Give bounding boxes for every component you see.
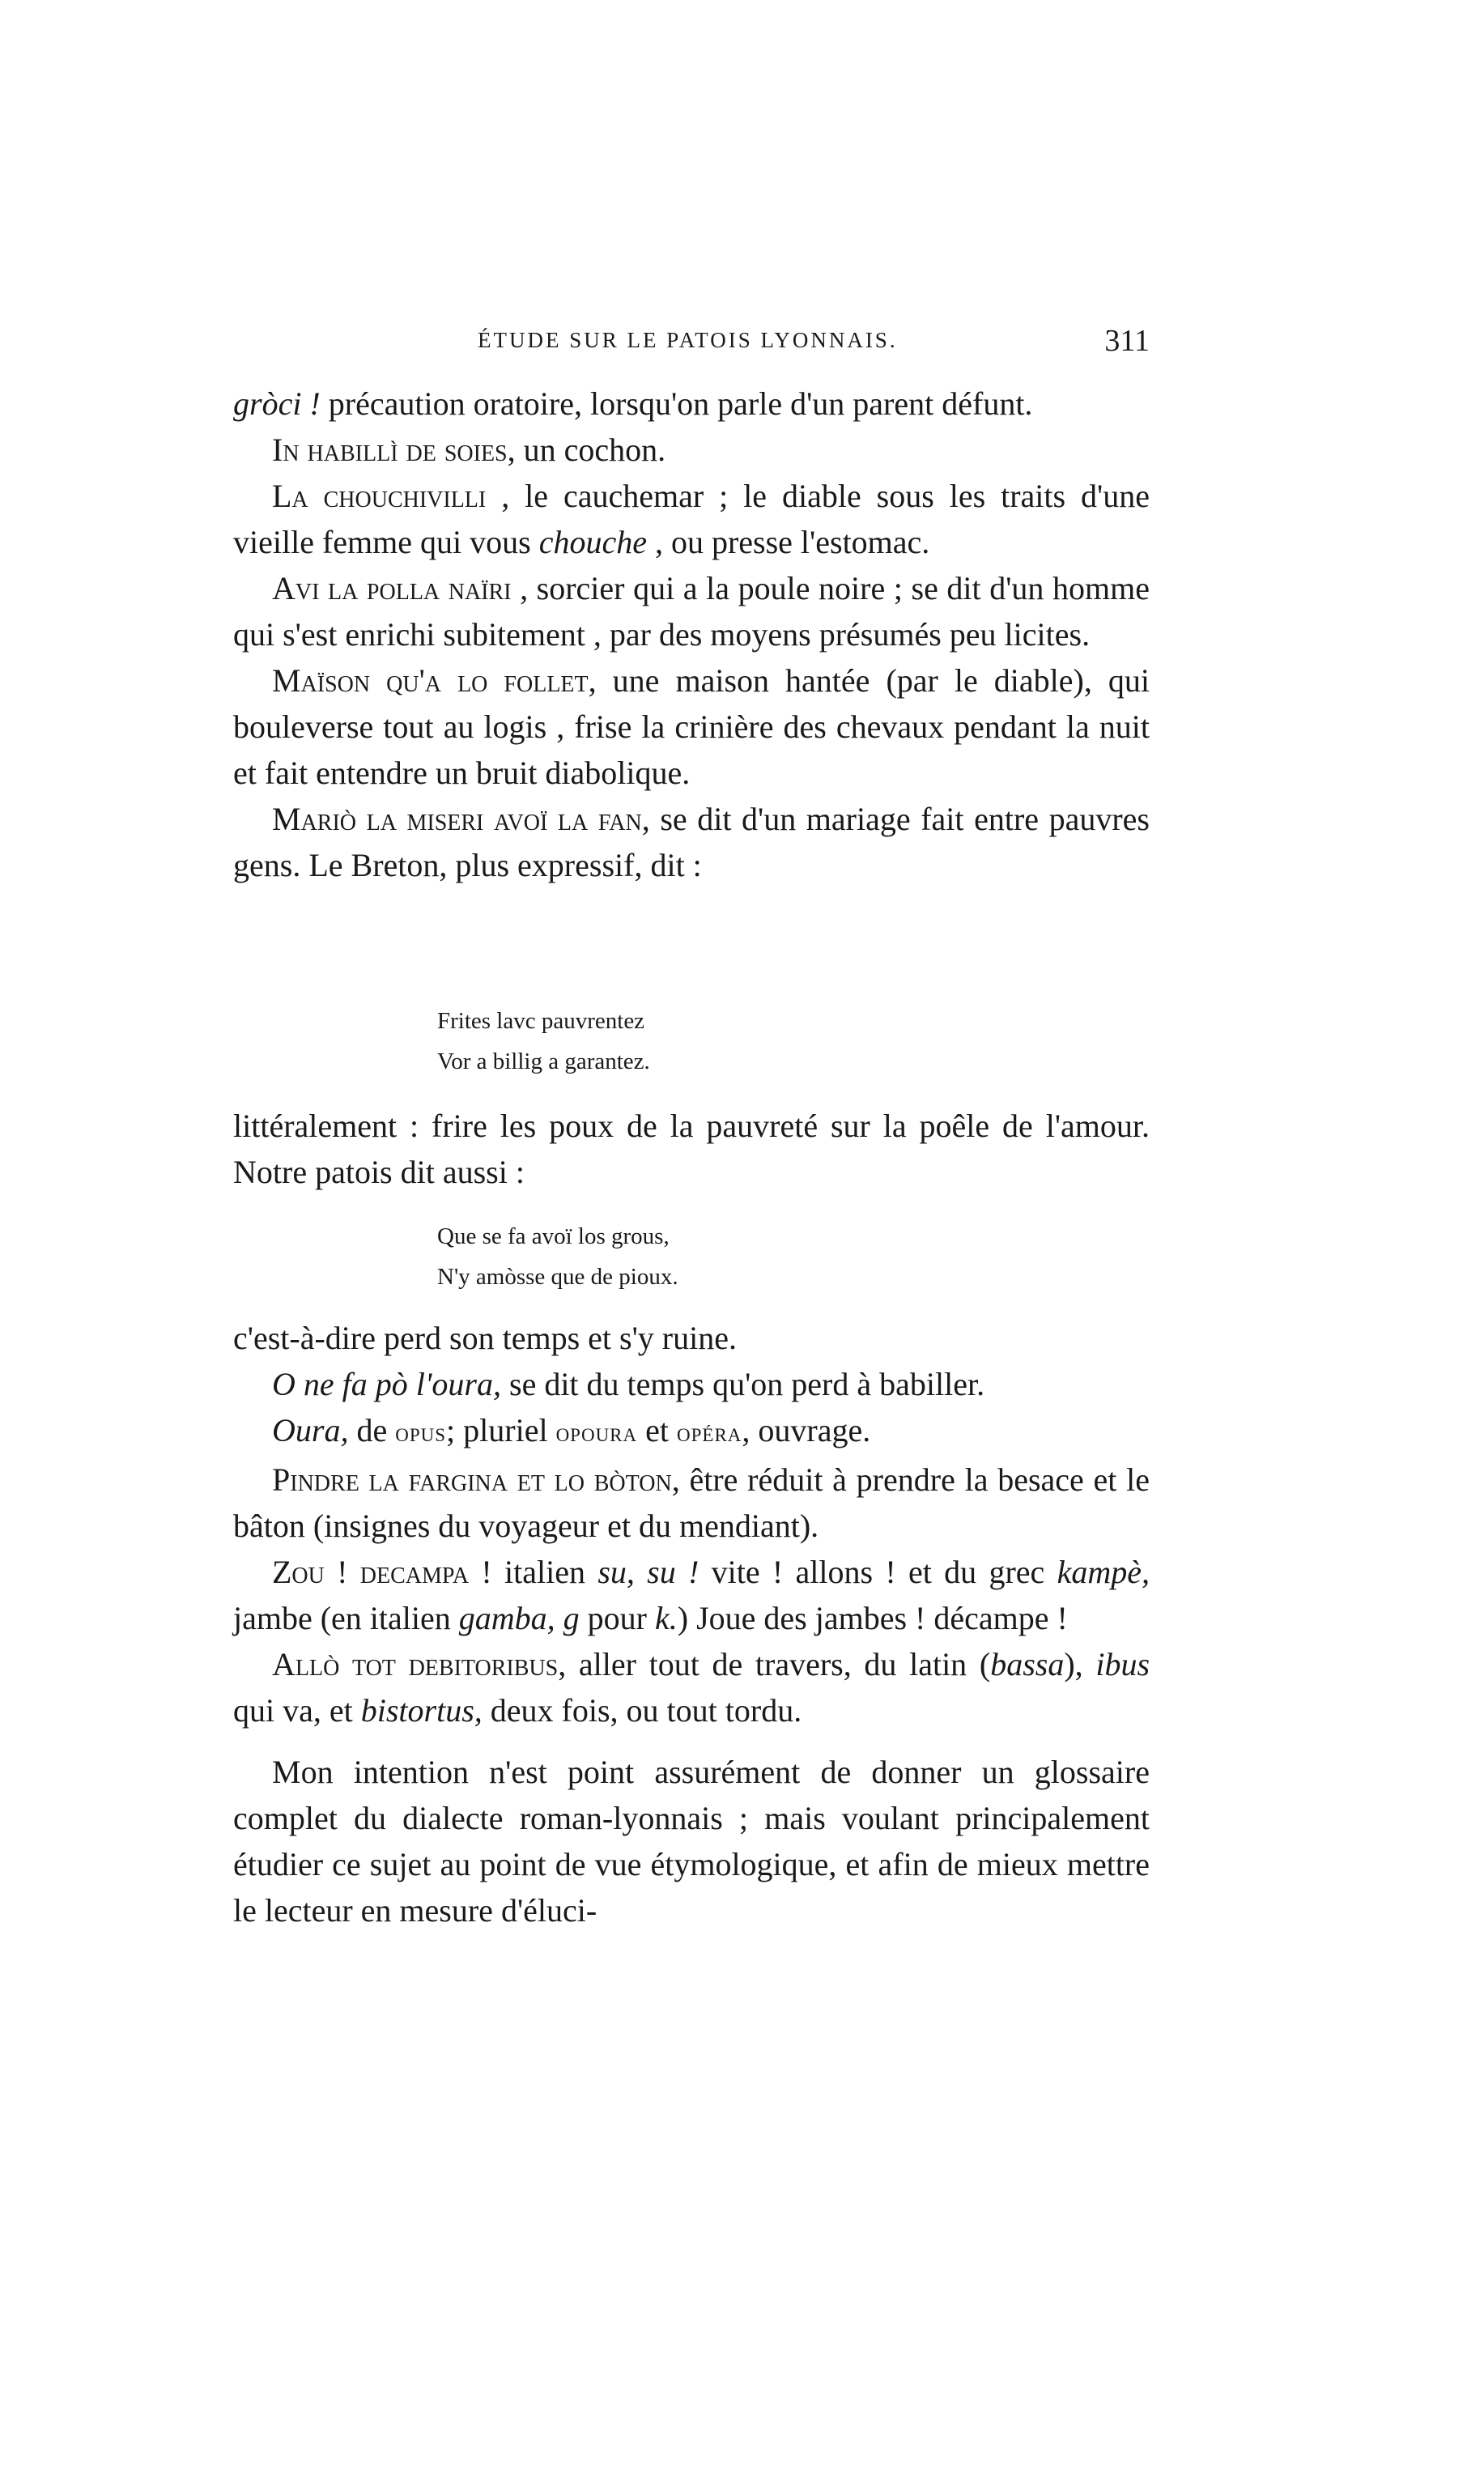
verse-line: N'y amòsse que de pioux. xyxy=(437,1264,678,1290)
page-number: 311 xyxy=(1104,324,1150,358)
page-header xyxy=(453,324,1150,368)
paragraph-mario-la-miseri: Mariò la miseri avoï la fan, se dit d'un mariage fait entre pauvres gens. Le Breton, plus expressif, dit : xyxy=(233,801,1150,883)
text-block-2 xyxy=(233,1103,1150,1195)
text-block-4 xyxy=(233,1749,1150,1933)
verse-line: Vor a billig a garantez. xyxy=(437,1048,650,1074)
text-block-1 xyxy=(233,381,1150,888)
paragraph-in-habilli: In habillì de soies, un cochon. xyxy=(272,432,666,468)
paragraph-la-chouchivilli: La chouchivilli , le cauchemar ; le diable sous les traits d'une vieille femme qui vous chouche , ou presse l'estomac. xyxy=(233,478,1150,560)
running-title: ÉTUDE SUR LE PATOIS LYONNAIS. xyxy=(478,328,898,352)
verse-patois xyxy=(437,1216,678,1297)
paragraph-zou-decampa: Zou ! decampa ! italien su, su ! vite ! allons ! et du grec kampè, jambe (en italien gamba, g pour k.) Joue des jambes ! décampe ! xyxy=(233,1554,1150,1636)
text-block-3 xyxy=(233,1315,1150,1733)
paragraph-mon-intention: Mon intention n'est point assurément de donner un glossaire complet du dialecte roman-lyonnais ; mais voulant principalement étudier ce sujet au point de vue étymologique, et afin de mieux mettre le lecteur en mesure d'éluci- xyxy=(233,1754,1150,1929)
paragraph-oura: Oura, de opus; pluriel opoura et opéra, ouvrage. xyxy=(272,1412,871,1448)
paragraph-o-ne-fa-po: O ne fa pò l'oura, se dit du temps qu'on perd à babiller. xyxy=(272,1366,985,1402)
paragraph-maison-follet: Maïson qu'a lo follet, une maison hantée (par le diable), qui bouleverse tout au logis , frise la crinière des chevaux pendant la nuit et fait entendre un bruit diabolique. xyxy=(233,662,1150,791)
paragraph-allo-tot: Allò tot debitoribus, aller tout de travers, du latin (bassa), ibus qui va, et bistortus, deux fois, ou tout tordu. xyxy=(233,1646,1150,1729)
verse-breton xyxy=(437,1001,650,1082)
paragraph-litteralement: littéralement : frire les poux de la pauvreté sur la poêle de l'amour. Notre patois dit aussi : xyxy=(233,1108,1150,1190)
paragraph-pindre: Pindre la fargina et lo bòton, être réduit à prendre la besace et le bâton (insignes du voyageur et du mendiant). xyxy=(233,1461,1150,1544)
paragraph-cest-a-dire: c'est-à-dire perd son temps et s'y ruine. xyxy=(233,1320,737,1356)
verse-line: Frites lavc pauvrentez xyxy=(437,1008,645,1034)
verse-line: Que se fa avoï los grous, xyxy=(437,1223,670,1249)
paragraph-groci: gròci ! précaution oratoire, lorsqu'on parle d'un parent défunt. xyxy=(233,385,1033,422)
paragraph-avi-la-polla: Avi la polla naïri , sorcier qui a la poule noire ; se dit d'un homme qui s'est enrichi subitement , par des moyens présumés peu licites. xyxy=(233,570,1150,653)
